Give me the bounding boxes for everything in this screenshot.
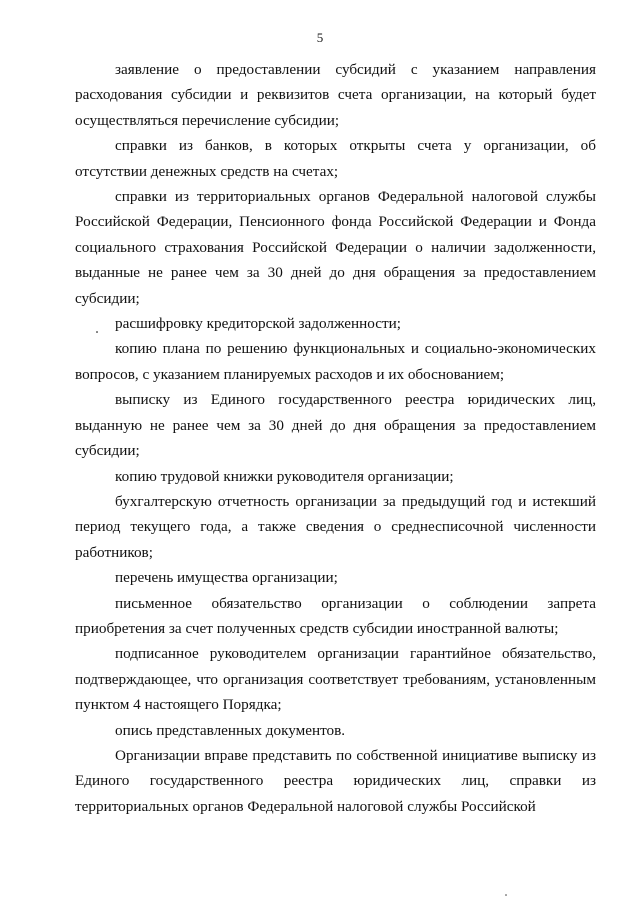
paragraph-application: заявление о предоставлении субсидий с указанием направления расходования субсидии и реквизитов счета организации, на который будет осуществляться перечисление субсидии;	[75, 61, 596, 129]
paragraph-tax-certificates: справки из территориальных органов Федеральной налоговой службы Российской Федерации, Пенсионного фонда Российской Федерации и Фонда социального страхования Российской Федерации о наличии задолженности, выданные не ранее чем за 30 дней до дня обращения за предоставлением субсидии;	[75, 188, 596, 307]
paragraph-property-list: перечень имущества организации;	[115, 569, 338, 587]
paragraph-bank-certificates: справки из банков, в которых открыты счета у организации, об отсутствии денежных средств на счетах;	[75, 137, 596, 180]
paragraph-registry-extract: выписку из Единого государственного реестра юридических лиц, выданную не ранее чем за 30 дней до дня обращения за предоставлением субсидии;	[75, 391, 596, 460]
document-body	[75, 57, 596, 819]
paragraph-own-initiative: Организации вправе представить по собственной инициативе выписку из Единого государственного реестра юридических лиц, справки из территориальных органов Федеральной налоговой службы Российской	[75, 746, 596, 815]
paragraph-inventory: опись представленных документов.	[115, 721, 346, 739]
paragraph-creditor-debt: расшифровку кредиторской задолженности;	[115, 315, 401, 333]
paragraph-plan-copy: копию плана по решению функциональных и социально-экономических вопросов, с указанием планируемых расходов и их обоснованием;	[75, 340, 596, 383]
paragraph-currency-obligation: письменное обязательство организации о соблюдении запрета приобретения за счет полученных средств субсидии иностранной валюты;	[75, 594, 596, 637]
page-number: 5	[316, 30, 324, 45]
paragraph-guarantee: подписанное руководителем организации гарантийное обязательство, подтверждающее, что организация соответствует требованиям, установленным пунктом 4 настоящего Порядка;	[75, 645, 596, 714]
paragraph-accounting: бухгалтерскую отчетность организации за предыдущий год и истекший период текущего года, а также сведения о среднесписочной численности работников;	[75, 492, 596, 561]
scan-speck	[505, 894, 507, 896]
paragraph-work-book: копию трудовой книжки руководителя организации;	[115, 467, 454, 485]
